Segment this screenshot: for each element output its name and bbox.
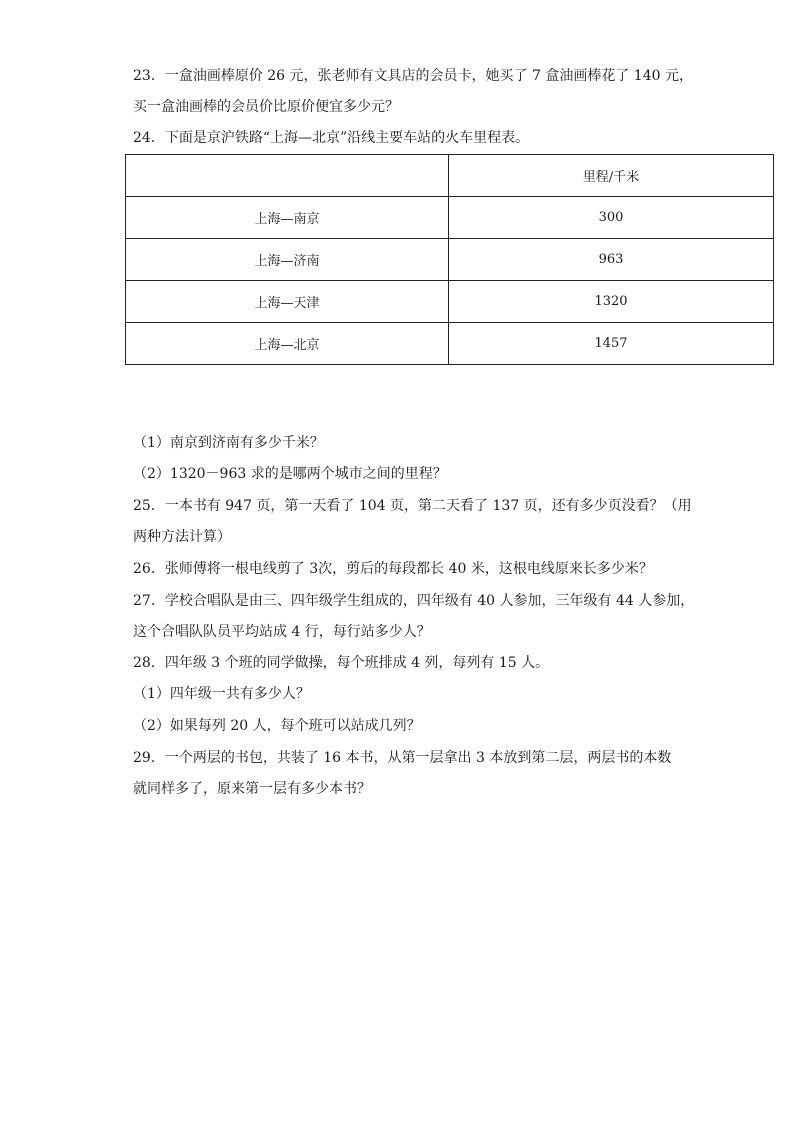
q28-text-line1: 28．四年级 3 个班的同学做操，每个班排成 4 列，每列有 15 人。	[133, 655, 550, 671]
route-cell: 上海—济南	[126, 239, 449, 281]
q25-text-line1: 25．一本书有 947 页，第一天看了 104 页，第二天看了 137 页，还有多少页没看？（用	[133, 498, 692, 514]
q27-text-line2: 这个合唱队队员平均站成 4 行，每行站多少人？	[133, 624, 431, 640]
q26-text-line1: 26．张师傅将一根电线剪了 3次，剪后的每段都长 40 米，这根电线原来长多少米？	[133, 561, 653, 577]
q23-text-line2: 买一盒油画棒的会员价比原价便宜多少元？	[133, 99, 399, 115]
q29-text-line1: 29．一个两层的书包，共装了 16 本书，从第一层拿出 3 本放到第二层，两层书的本数	[133, 750, 672, 766]
route-cell: 上海—南京	[126, 197, 449, 239]
q29-text-line2: 就同样多了，原来第一层有多少本书？	[133, 781, 371, 797]
q28-sub1: （1）四年级一共有多少人？	[133, 686, 310, 702]
km-cell: 300	[449, 197, 774, 239]
route-cell: 上海—北京	[126, 323, 449, 365]
q23-text-line1: 23．一盒油画棒原价 26 元，张老师有文具店的会员卡，她买了 7 盒油画棒花了 140 元，	[133, 68, 693, 84]
km-cell: 963	[449, 239, 774, 281]
table-header-row	[126, 155, 774, 197]
q25-text-line2: 两种方法计算）	[133, 529, 231, 545]
q24-sub1: （1）南京到济南有多少千米？	[133, 435, 324, 451]
q24-sub2: （2）1320－963 求的是哪两个城市之间的里程？	[133, 466, 447, 482]
table-row	[126, 323, 774, 365]
q27-text-line1: 27．学校合唱队是由三、四年级学生组成的，四年级有 40 人参加，三年级有 44 人参加，	[133, 593, 695, 609]
q28-sub2: （2）如果每列 20 人，每个班可以站成几列？	[133, 718, 421, 734]
km-cell: 1457	[449, 323, 774, 365]
q24-intro: 24．下面是京沪铁路“上海—北京”沿线主要车站的火车里程表。	[133, 130, 530, 146]
table-row	[126, 281, 774, 323]
table-header-mileage: 里程/千米	[449, 155, 774, 197]
table-row	[126, 197, 774, 239]
table-row	[126, 239, 774, 281]
mileage-table	[125, 154, 774, 365]
km-cell: 1320	[449, 281, 774, 323]
route-cell: 上海—天津	[126, 281, 449, 323]
table-header-blank	[126, 155, 449, 197]
